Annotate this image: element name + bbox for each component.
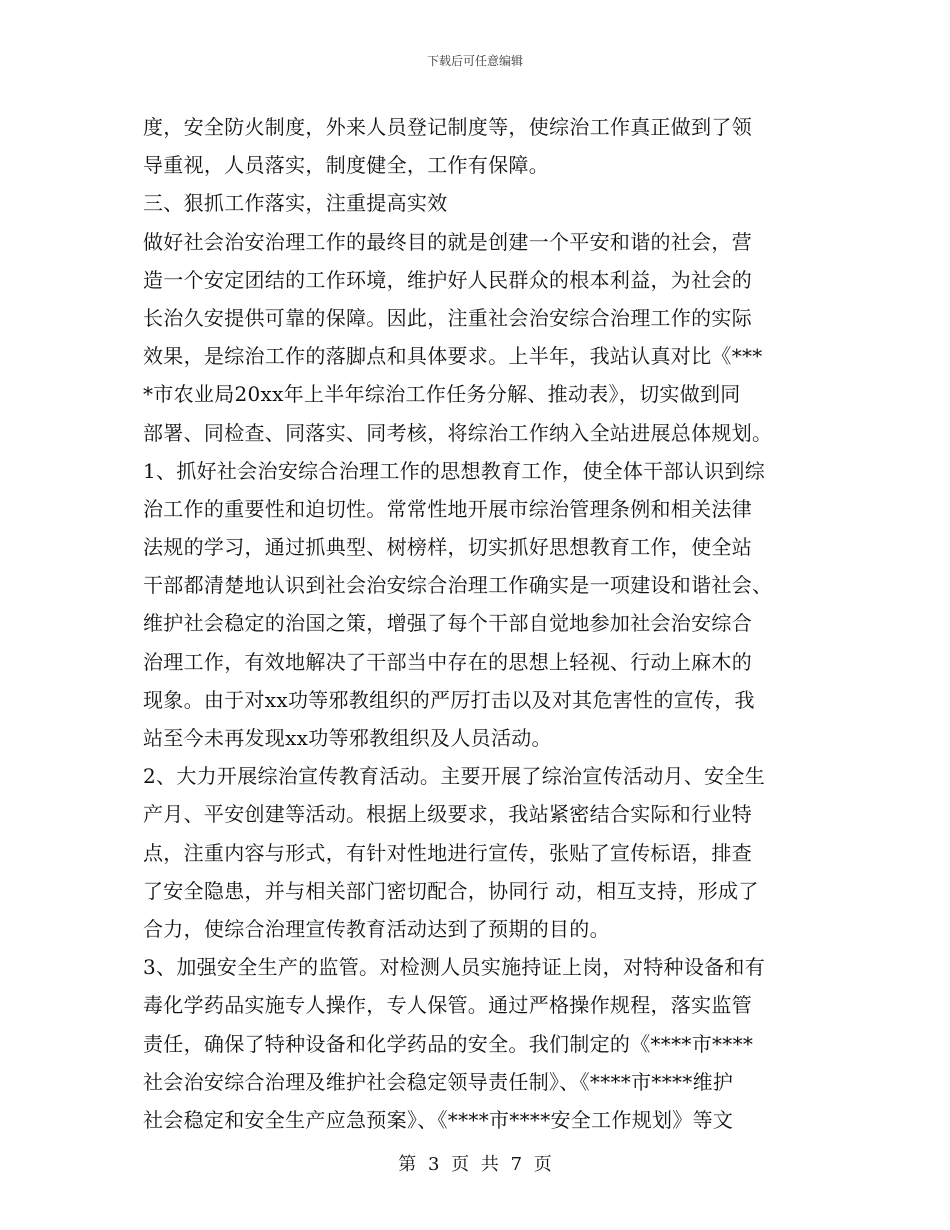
body-line: 毒化学药品实施专人操作，专人保管。通过严格操作规程，落实监管: [143, 993, 752, 1018]
body-line: 社会治安综合治理及维护社会稳定领导责任制》、《****市****维护: [143, 1069, 734, 1094]
body-line: 责任，确保了特种设备和化学药品的安全。我们制定的《****市****: [143, 1031, 754, 1056]
body-line: 效果，是综治工作的落脚点和具体要求。上半年，我站认真对比《***: [143, 344, 763, 369]
body-line: 造一个安定团结的工作环境，维护好人民群众的根本利益，为社会的: [143, 267, 752, 292]
body-line: 了安全隐患，并与相关部门密切配合，协同行 动，相互支持，形成了: [143, 878, 759, 903]
body-line: 治理工作，有效地解决了干部当中存在的思想上轻视、行动上麻木的: [143, 649, 752, 674]
body-line: 维护社会稳定的治国之策，增强了每个干部自觉地参加社会治安综合: [143, 611, 752, 636]
page-header-note: 下载后可任意编辑: [426, 54, 523, 68]
body-line: 产月、平安创建等活动。根据上级要求，我站紧密结合实际和行业特: [143, 802, 752, 827]
body-line: 1、抓好社会治安综合治理工作的思想教育工作，使全体干部认识到综: [143, 458, 766, 483]
body-line: 点，注重内容与形式，有针对性地进行宣传，张贴了宣传标语，排查: [143, 840, 752, 865]
section-heading: 三、狠抓工作落实，注重提高实效: [143, 191, 448, 216]
page-number-footer: 第 3 页 共 7 页: [398, 1154, 552, 1175]
body-line: 部署、同检查、同落实、同考核，将综治工作纳入全站进展总体规划。: [143, 420, 773, 445]
body-line: 导重视，人员落实，制度健全，工作有保障。: [143, 153, 549, 178]
body-line: 治工作的重要性和迫切性。常常性地开展市综治管理条例和相关法律: [143, 496, 752, 521]
body-line: 做好社会治安治理工作的最终目的就是创建一个平安和谐的社会，营: [143, 229, 752, 254]
document-body: [143, 108, 813, 1139]
body-line: 站至今未再发现xx功等邪教组织及人员活动。: [143, 726, 552, 750]
body-line: 现象。由于对xx功等邪教组织的严厉打击以及对其危害性的宣传，我: [143, 687, 755, 712]
body-line: 合力，使综合治理宣传教育活动达到了预期的目的。: [143, 916, 610, 941]
body-line: 社会稳定和安全生产应急预案》、《****市****安全工作规划》等文: [143, 1107, 734, 1132]
body-line: *市农业局20xx年上半年综治工作任务分解、推动表》，切实做到同: [143, 382, 741, 407]
body-line: 长治久安提供可靠的保障。因此，注重社会治安综合治理工作的实际: [143, 305, 752, 330]
body-line: 法规的学习，通过抓典型、树榜样，切实抓好思想教育工作，使全站: [143, 535, 752, 560]
body-line: 2、大力开展综治宣传教育活动。主要开展了综治宣传活动月、安全生: [143, 764, 766, 789]
body-line: 度，安全防火制度，外来人员登记制度等，使综治工作真正做到了领: [143, 115, 752, 139]
body-line: 干部都清楚地认识到社会治安综合治理工作确实是一项建设和谐社会、: [143, 573, 773, 598]
body-line: 3、加强安全生产的监管。对检测人员实施持证上岗，对特种设备和有: [143, 955, 766, 980]
